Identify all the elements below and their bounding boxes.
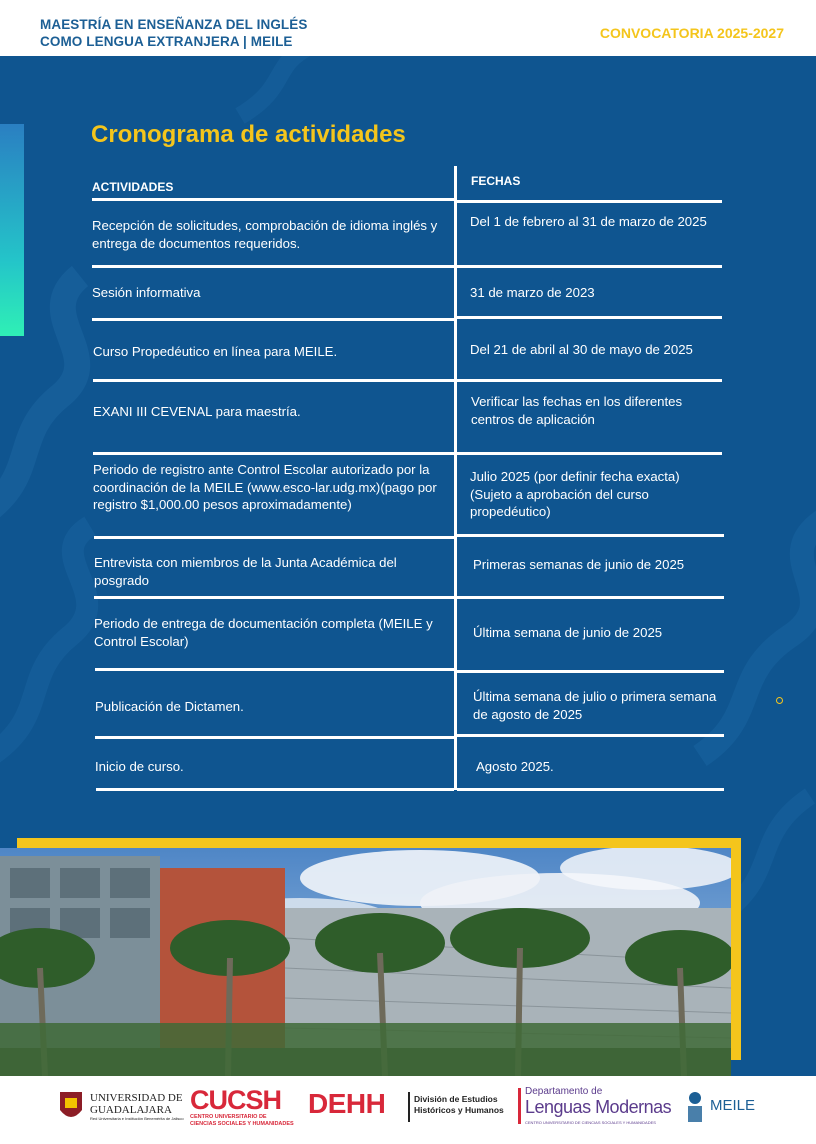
- table-rule: [457, 734, 724, 737]
- date-cell: 31 de marzo de 2023: [470, 285, 595, 300]
- activity-cell: Periodo de entrega de documentación completa (MEILE y Control Escolar): [94, 616, 433, 649]
- footer-logos: [0, 1076, 816, 1144]
- decorative-dot: [776, 697, 783, 704]
- table-rule: [92, 318, 454, 321]
- activity-cell: Publicación de Dictamen.: [95, 699, 244, 714]
- table-rule: [95, 668, 454, 671]
- date-cell: Agosto 2025.: [476, 759, 554, 774]
- table-rule: [93, 379, 454, 382]
- column-divider: [454, 166, 457, 790]
- table-rule: [457, 265, 722, 268]
- table-rule: [457, 534, 724, 537]
- cucsh-subtitle-line1: CENTRO UNIVERSITARIO DE: [190, 1114, 267, 1120]
- dehh-subtitle-line2: Históricos y Humanos: [414, 1105, 504, 1115]
- meile-wordmark: MEILE: [710, 1097, 756, 1114]
- campus-illustration: [0, 848, 731, 1076]
- meile-emblem-icon: [684, 1090, 706, 1124]
- date-cell: Última semana de junio de 2025: [473, 625, 663, 640]
- dehh-logo: [308, 1088, 508, 1132]
- date-cell: Del 21 de abril al 30 de mayo de 2025: [470, 342, 693, 357]
- program-title-line2: COMO LENGUA EXTRANJERA | MEILE: [40, 34, 293, 49]
- dlm-accent: [518, 1088, 521, 1124]
- side-accent-bar: [0, 124, 24, 336]
- column-header-dates: FECHAS: [471, 174, 521, 188]
- table-rule: [457, 379, 722, 382]
- dlm-line2: Lenguas Modernas: [525, 1097, 672, 1117]
- table-rule: [93, 452, 454, 455]
- activity-cell: EXANI III CEVENAL para maestría.: [93, 404, 301, 419]
- campus-photo: [0, 848, 731, 1076]
- meile-logo: [684, 1086, 764, 1130]
- date-cell: Última semana de julio o primera semana de agosto de 2025: [473, 689, 717, 722]
- table-rule: [92, 265, 454, 268]
- table-rule: [457, 670, 724, 673]
- dlm-line1: Departamento de: [525, 1086, 603, 1097]
- page-header: [0, 0, 816, 56]
- date-cell: Verificar las fechas en los diferentes centros de aplicación: [471, 394, 683, 427]
- activity-cell: Curso Propedéutico en línea para MEILE.: [93, 344, 338, 359]
- cucsh-logo: [190, 1086, 300, 1134]
- table-rule: [96, 788, 454, 791]
- udg-shield-icon: [58, 1090, 84, 1124]
- table-rule: [92, 198, 454, 201]
- table-rule: [457, 316, 722, 319]
- table-rule: [457, 596, 724, 599]
- date-cell: Julio 2025 (por definir fecha exacta) (Sujeto a aprobación del curso propedéutico): [470, 469, 680, 519]
- dehh-divider: [408, 1092, 410, 1122]
- table-rule: [94, 596, 454, 599]
- dlm-logo: [518, 1086, 680, 1134]
- date-cell: Primeras semanas de junio de 2025: [473, 557, 685, 572]
- activity-cell: Periodo de registro ante Control Escolar autorizado por la coordinación de la MEILE (www.esco-lar.udg.mx)(pago por registro $1,000.00 pesos aproximadamente): [93, 462, 437, 512]
- table-rule: [95, 736, 454, 739]
- udg-name-line2: GUADALAJARA: [90, 1104, 172, 1116]
- activity-cell: Recepción de solicitudes, comprobación de idioma inglés y entrega de documentos requeridos.: [92, 218, 438, 251]
- cucsh-wordmark: CUCSH: [190, 1085, 282, 1115]
- activity-cell: Entrevista con miembros de la Junta Académica del posgrado: [94, 555, 397, 588]
- udg-tagline: Red Universitaria e Institución Benemérita de Jalisco: [90, 1116, 184, 1121]
- table-rule: [457, 200, 722, 203]
- program-title: [40, 16, 307, 50]
- udg-logo: [58, 1088, 188, 1132]
- activity-cell: Sesión informativa: [92, 285, 201, 300]
- dehh-subtitle-line1: División de Estudios: [414, 1094, 498, 1104]
- table-rule: [457, 452, 722, 455]
- cucsh-subtitle-line2: CIENCIAS SOCIALES Y HUMANIDADES: [190, 1121, 294, 1127]
- schedule-title: Cronograma de actividades: [91, 121, 406, 148]
- table-rule: [94, 536, 454, 539]
- dehh-wordmark: DEHH: [308, 1088, 386, 1119]
- dlm-subtitle: CENTRO UNIVERSITARIO DE CIENCIAS SOCIALES Y HUMANIDADES: [525, 1120, 656, 1125]
- convocatoria-label: CONVOCATORIA 2025-2027: [599, 25, 784, 41]
- table-rule: [457, 788, 724, 791]
- column-header-activities: ACTIVIDADES: [92, 180, 174, 194]
- program-title-line1: MAESTRÍA EN ENSEÑANZA DEL INGLÉS: [40, 17, 308, 32]
- date-cell: Del 1 de febrero al 31 de marzo de 2025: [470, 214, 707, 229]
- activity-cell: Inicio de curso.: [95, 759, 184, 774]
- udg-name-line1: UNIVERSIDAD DE: [90, 1092, 183, 1104]
